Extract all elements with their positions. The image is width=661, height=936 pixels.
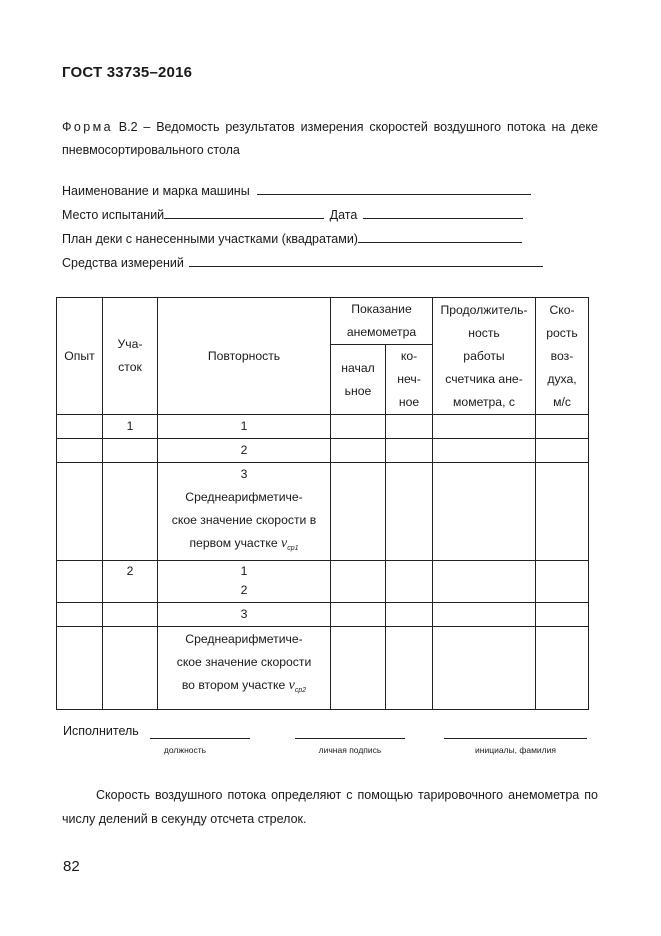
table-row xyxy=(57,463,589,561)
plot-number-1: 1 xyxy=(103,415,158,439)
table-row xyxy=(57,439,589,463)
mean-cell-plot-2: Среднеарифметиче- ское значение скорости во втором участке $v_{ср2}$ xyxy=(158,627,331,710)
field-instruments xyxy=(62,255,543,270)
form-title xyxy=(62,116,598,162)
field-deck-plan-label: План деки с нанесенными участками (квадратами) xyxy=(62,232,358,246)
repeat-cell: 1 xyxy=(158,415,331,439)
note-paragraph: Скорость воздушного потока определяют с помощью тарировочного анемометра по числу делений в секунду отсчета стрелок. xyxy=(62,788,598,826)
plot-number-2: 2 xyxy=(103,561,158,603)
header-duration: Продолжитель- ность работы счетчика ане- мометра, с xyxy=(433,298,536,415)
field-place xyxy=(62,207,523,222)
form-title-text: В.2 – Ведомость результатов измерения скоростей воздушного потока на деке пневмосортировального стола xyxy=(62,120,598,157)
field-machine-blank xyxy=(257,183,531,195)
field-machine xyxy=(62,183,531,198)
field-machine-label: Наименование и марка машины xyxy=(62,184,250,198)
table-header-row-1 xyxy=(57,298,589,345)
name-caption: инициалы, фамилия xyxy=(475,745,556,755)
field-date-blank xyxy=(363,207,523,219)
mean-cell-plot-1: 3 Среднеарифметиче- ское значение скорости в первом участке $v_{ср1}$ xyxy=(158,463,331,561)
header-end: ко- неч- ное xyxy=(386,345,433,415)
performer-label: Исполнитель xyxy=(63,724,139,738)
repeat-cell: 3 xyxy=(158,603,331,627)
form-label: Форма xyxy=(62,120,113,134)
header-repeat: Повторность xyxy=(158,298,331,415)
header-start: начал ьное xyxy=(331,345,386,415)
field-instruments-blank xyxy=(189,255,543,267)
field-place-label: Место испытаний xyxy=(62,208,165,222)
signature-caption: личная подпись xyxy=(318,745,382,755)
field-date-label: Дата xyxy=(329,208,358,222)
table-row xyxy=(57,561,589,603)
field-deck-plan-blank xyxy=(358,231,522,243)
table-row xyxy=(57,415,589,439)
header-plot: Уча- сток xyxy=(103,298,158,415)
results-table xyxy=(56,297,589,710)
signature-line xyxy=(295,726,405,739)
table-row xyxy=(57,627,589,710)
name-line xyxy=(444,726,587,739)
position-caption: должность xyxy=(163,745,207,755)
position-line xyxy=(150,726,250,739)
repeat-cell: 2 xyxy=(158,439,331,463)
header-experiment: Опыт xyxy=(57,298,103,415)
header-air-speed: Ско- рость воз- духа, м/с xyxy=(536,298,589,415)
mean-symbol: v xyxy=(288,678,295,693)
table-row xyxy=(57,603,589,627)
mean-symbol: v xyxy=(281,536,288,551)
document-header: ГОСТ 33735–2016 xyxy=(62,64,193,81)
page-number: 82 xyxy=(63,858,80,875)
repeat-cell: 1 2 xyxy=(158,561,331,603)
field-instruments-label: Средства измерений xyxy=(62,256,184,270)
field-place-blank xyxy=(164,207,324,219)
field-deck-plan xyxy=(62,231,522,246)
header-anemometer-reading: Показание анемометра xyxy=(331,298,433,345)
